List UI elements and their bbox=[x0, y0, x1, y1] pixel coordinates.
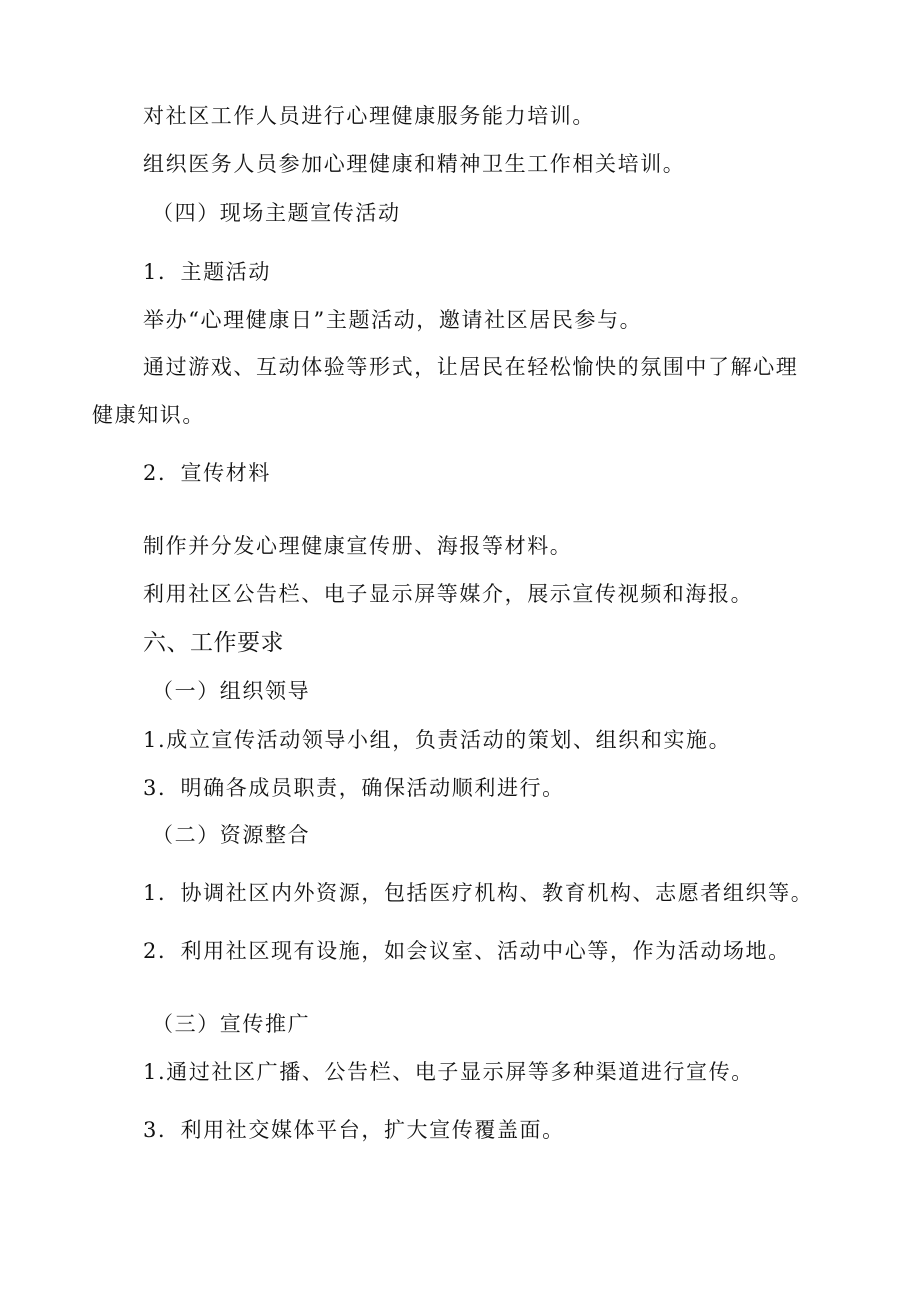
paragraph-line: 利用社区公告栏、电子显示屏等媒介，展示宣传视频和海报。 bbox=[143, 582, 754, 606]
section-subheading: （四）现场主题宣传活动 bbox=[152, 201, 401, 225]
paragraph-line: 1．协调社区内外资源，包括医疗机构、教育机构、志愿者组织等。 bbox=[143, 881, 814, 905]
item-heading: 1．主题活动 bbox=[143, 260, 271, 284]
section-subheading: （一）组织领导 bbox=[152, 679, 311, 703]
paragraph-line: 通过游戏、互动体验等形式，让居民在轻松愉快的氛围中了解心理 bbox=[143, 355, 799, 379]
item-heading: 2．宣传材料 bbox=[143, 461, 271, 485]
paragraph-line: 3．利用社交媒体平台，扩大宣传覆盖面。 bbox=[143, 1118, 565, 1142]
paragraph-line: 健康知识。 bbox=[92, 403, 205, 427]
paragraph-line: 举办“心理健康日”主题活动，邀请社区居民参与。 bbox=[143, 308, 643, 332]
section-subheading: （三）宣传推广 bbox=[152, 1012, 311, 1036]
paragraph-line: 1.通过社区广播、公告栏、电子显示屏等多种渠道进行宣传。 bbox=[143, 1060, 754, 1084]
section-subheading: （二）资源整合 bbox=[152, 823, 311, 847]
paragraph-line: 组织医务人员参加心理健康和精神卫生工作相关培训。 bbox=[143, 152, 686, 176]
section-heading: 六、工作要求 bbox=[143, 630, 284, 656]
paragraph-line: 1.成立宣传活动领导小组，负责活动的策划、组织和实施。 bbox=[143, 728, 732, 752]
paragraph-line: 3．明确各成员职责，确保活动顺利进行。 bbox=[143, 776, 565, 800]
paragraph-line: 2．利用社区现有设施，如会议室、活动中心等，作为活动场地。 bbox=[143, 939, 791, 963]
paragraph-line: 对社区工作人员进行心理健康服务能力培训。 bbox=[143, 104, 595, 128]
paragraph-line: 制作并分发心理健康宣传册、海报等材料。 bbox=[143, 534, 573, 558]
